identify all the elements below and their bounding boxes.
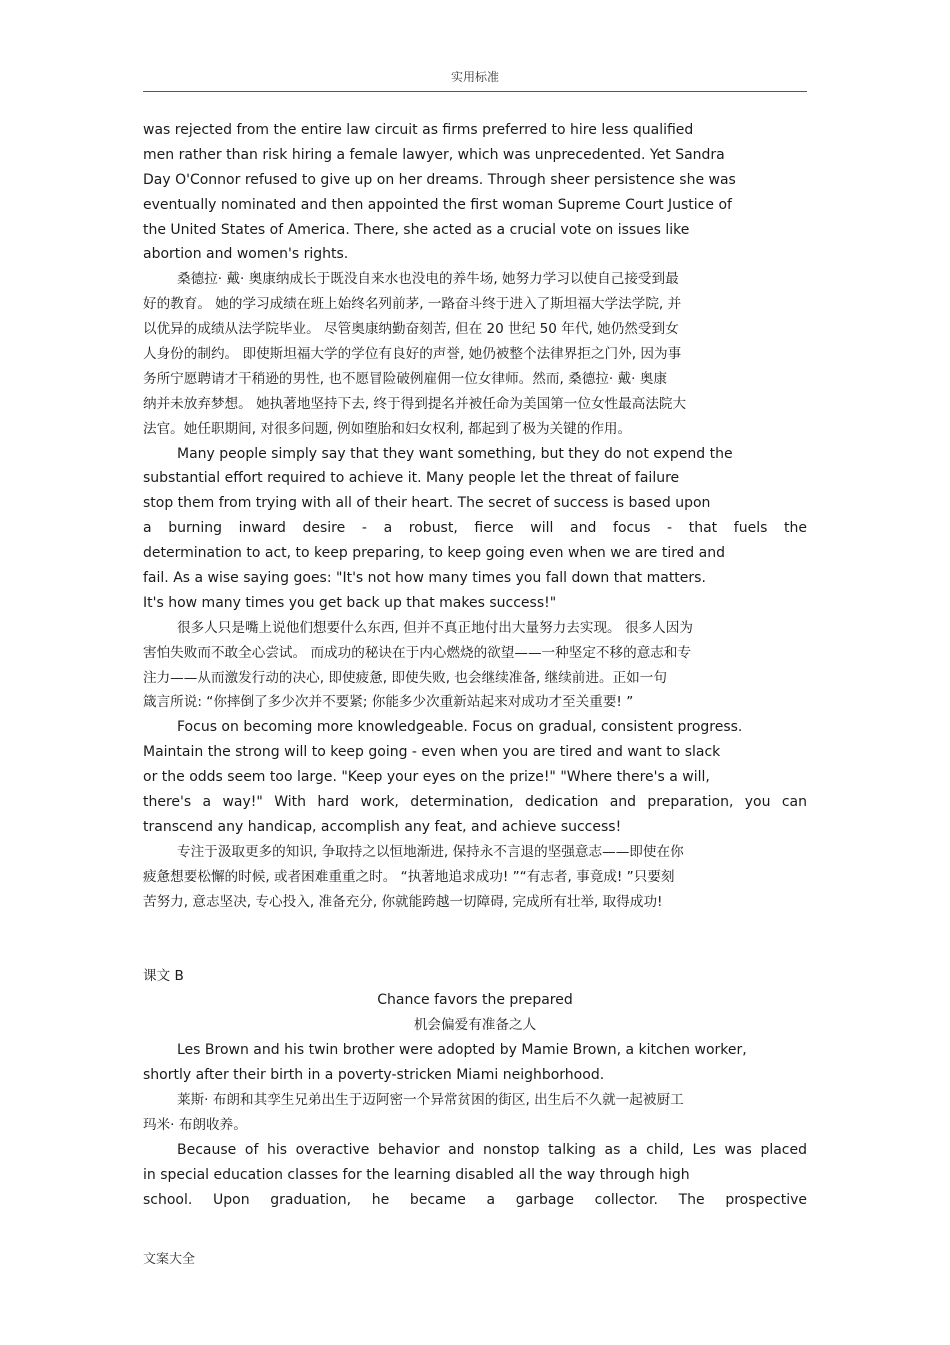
text-line: 专注于汲取更多的知识, 争取持之以恒地渐进, 保持永不言退的坚强意志——即使在你: [177, 843, 684, 860]
text-line: abortion and women's rights.: [143, 246, 349, 263]
text-line: 疲惫想要松懈的时候, 或者困难重重之时。 “执著地追求成功! ”“有志者, 事竟成! ”只要刻: [143, 868, 675, 885]
text-line: men rather than risk hiring a female lawyer, which was unprecedented. Yet Sandra: [143, 146, 725, 163]
text-line: 课文 B: [143, 967, 184, 984]
text-line: 莱斯· 布朗和其孪生兄弟出生于迈阿密一个异常贫困的街区, 出生后不久就一起被厨工: [177, 1091, 684, 1108]
text-line: 玛米· 布朗收养。: [143, 1116, 247, 1133]
text-line: there's a way!" With hard work, determination, dedication and preparation, you can: [143, 794, 807, 811]
text-line: 注力——从而激发行动的决心, 即使疲惫, 即使失败, 也会继续准备, 继续前进。正如一句: [143, 669, 667, 686]
text-line: stop them from trying with all of their heart. The secret of success is based upon: [143, 495, 711, 512]
text-line: Focus on becoming more knowledgeable. Focus on gradual, consistent progress.: [177, 719, 743, 736]
text-line: 很多人只是嘴上说他们想要什么东西, 但并不真正地付出大量努力去实现。 很多人因为: [177, 619, 693, 636]
text-line: substantial effort required to achieve it. Many people let the threat of failure: [143, 470, 680, 487]
text-line: 法官。她任职期间, 对很多问题, 例如堕胎和妇女权利, 都起到了极为关键的作用。: [143, 420, 632, 437]
text-line: transcend any handicap, accomplish any feat, and achieve success!: [143, 818, 622, 835]
document-body: [143, 118, 807, 1212]
text-line: 桑德拉· 戴· 奥康纳成长于既没自来水也没电的养牛场, 她努力学习以使自己接受到最: [177, 271, 679, 288]
text-line: 害怕失败而不敢全心尝试。 而成功的秘诀在于内心燃烧的欲望——一种坚定不移的意志和专: [143, 644, 692, 661]
text-line: 纳并未放弃梦想。 她执著地坚持下去, 终于得到提名并被任命为美国第一位女性最高法院大: [143, 395, 687, 412]
text-line: shortly after their birth in a poverty-stricken Miami neighborhood.: [143, 1067, 605, 1084]
text-line: 务所宁愿聘请才干稍逊的男性, 也不愿冒险破例雇佣一位女律师。然而, 桑德拉· 戴· 奥康: [143, 370, 667, 387]
text-line: Chance favors the prepared: [377, 992, 573, 1009]
text-line: school. Upon graduation, he became a garbage collector. The prospective: [143, 1191, 807, 1208]
text-line: or the odds seem too large. "Keep your eyes on the prize!" "Where there's a will,: [143, 769, 710, 786]
text-line: eventually nominated and then appointed the first woman Supreme Court Justice of: [143, 196, 732, 213]
page-header: 实用标准: [450, 70, 499, 84]
text-line: Maintain the strong will to keep going - even when you are tired and want to slack: [143, 744, 721, 761]
text-line: determination to act, to keep preparing, to keep going even when we are tired and: [143, 545, 725, 562]
text-line: 机会偏爱有准备之人: [413, 1017, 537, 1034]
text-line: the United States of America. There, she acted as a crucial vote on issues like: [143, 221, 690, 238]
text-block-1: [143, 118, 807, 915]
text-line: Day O'Connor refused to give up on her dreams. Through sheer persistence she was: [143, 171, 736, 188]
text-line: Many people simply say that they want something, but they do not expend the: [177, 445, 733, 462]
text-line: a burning inward desire - a robust, fierce will and focus - that fuels the: [143, 520, 807, 537]
text-line: 好的教育。 她的学习成绩在班上始终名列前茅, 一路奋斗终于进入了斯坦福大学法学院, 并: [143, 296, 682, 313]
text-block-2: [143, 964, 807, 1213]
text-line: It's how many times you get back up that makes success!": [143, 594, 557, 611]
text-line: fail. As a wise saying goes: "It's not how many times you fall down that matters.: [143, 570, 706, 587]
text-line: 人身份的制约。 即使斯坦福大学的学位有良好的声誉, 她仍被整个法律界拒之门外, 因为事: [143, 346, 682, 363]
page-footer: 文案大全: [143, 1252, 196, 1267]
text-line: in special education classes for the learning disabled all the way through high: [143, 1166, 690, 1183]
text-line: was rejected from the entire law circuit as firms preferred to hire less qualified: [143, 122, 694, 138]
text-line: 箴言所说: “你摔倒了多少次并不要紧; 你能多少次重新站起来对成功才至关重要! ”: [143, 694, 634, 711]
text-line: Because of his overactive behavior and nonstop talking as a child, Les was placed: [177, 1141, 807, 1158]
text-line: 苦努力, 意志坚决, 专心投入, 准备充分, 你就能跨越一切障碍, 完成所有壮举, 取得成功!: [143, 893, 663, 910]
text-line: Les Brown and his twin brother were adopted by Mamie Brown, a kitchen worker,: [177, 1042, 747, 1059]
header-rule: [143, 91, 807, 92]
section-spacer: [143, 915, 807, 964]
text-line: 以优异的成绩从法学院毕业。 尽管奥康纳勤奋刻苦, 但在 20 世纪 50 年代, 她仍然受到女: [143, 321, 679, 338]
